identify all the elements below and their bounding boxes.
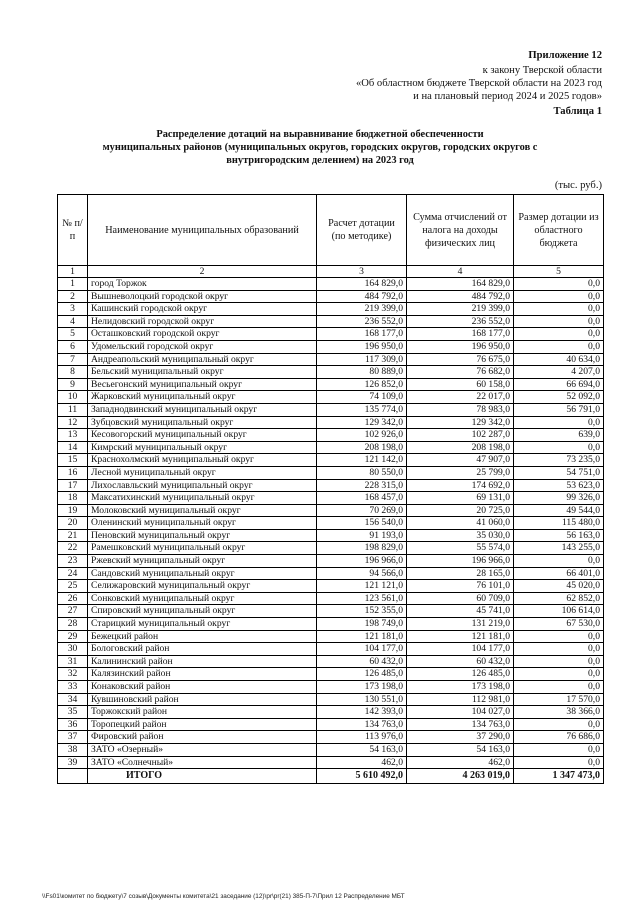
subsidy-value: 40 634,0 (514, 353, 604, 366)
row-number: 22 (58, 542, 88, 555)
table-row (58, 668, 604, 681)
subsidy-value: 4 207,0 (514, 366, 604, 379)
municipality-name: Жарковский муниципальный округ (88, 391, 317, 404)
total-label: ИТОГО (88, 769, 317, 784)
calc-value: 102 926,0 (317, 429, 407, 442)
title-line-1: Распределение дотаций на выравнивание бюджетной обеспеченности (156, 129, 484, 140)
law-period: и на плановый период 2024 и 2025 годов» (413, 91, 602, 102)
subsidy-value: 0,0 (514, 630, 604, 643)
row-number: 4 (58, 315, 88, 328)
table-row (58, 655, 604, 668)
row-number: 26 (58, 592, 88, 605)
table-row (58, 605, 604, 618)
calc-value: 152 355,0 (317, 605, 407, 618)
col-header-tax: Сумма отчислений от налога на доходы физических лиц (407, 195, 514, 266)
row-number: 30 (58, 643, 88, 656)
municipality-name: Старицкий муниципальный округ (88, 618, 317, 631)
municipality-name: Вышневолоцкий городской округ (88, 290, 317, 303)
calc-value: 123 561,0 (317, 592, 407, 605)
row-number: 3 (58, 303, 88, 316)
table-row (58, 479, 604, 492)
tax-value: 134 763,0 (407, 718, 514, 731)
table-row (58, 290, 604, 303)
subsidy-value: 0,0 (514, 643, 604, 656)
row-number: 16 (58, 466, 88, 479)
municipality-name: Кашинский городской округ (88, 303, 317, 316)
tax-value: 54 163,0 (407, 743, 514, 756)
table-row (58, 681, 604, 694)
table-row (58, 441, 604, 454)
municipality-name: Калязинский район (88, 668, 317, 681)
appendix-number: Приложение 12 (528, 50, 602, 61)
municipality-name: ЗАТО «Солнечный» (88, 756, 317, 769)
municipality-name: Оленинский муниципальный округ (88, 517, 317, 530)
subsidy-value: 62 852,0 (514, 592, 604, 605)
calc-value: 208 198,0 (317, 441, 407, 454)
table-row (58, 542, 604, 555)
municipality-name: Селижаровский муниципальный округ (88, 580, 317, 593)
total-calc: 5 610 492,0 (317, 769, 407, 784)
row-number: 28 (58, 618, 88, 631)
table-row (58, 706, 604, 719)
table-row (58, 366, 604, 379)
calc-value: 196 966,0 (317, 555, 407, 568)
total-tax: 4 263 019,0 (407, 769, 514, 784)
calc-value: 228 315,0 (317, 479, 407, 492)
col-header-num: № п/п (58, 195, 88, 266)
calc-value: 117 309,0 (317, 353, 407, 366)
subsidy-value: 56 791,0 (514, 403, 604, 416)
tax-value: 60 158,0 (407, 378, 514, 391)
table-row (58, 378, 604, 391)
row-number: 35 (58, 706, 88, 719)
table-body (58, 278, 604, 769)
subsidy-value: 0,0 (514, 328, 604, 341)
subsidy-value: 54 751,0 (514, 466, 604, 479)
row-number: 10 (58, 391, 88, 404)
column-number: 2 (88, 266, 317, 278)
municipality-name: Осташковский городской округ (88, 328, 317, 341)
table-row (58, 756, 604, 769)
tax-value: 45 741,0 (407, 605, 514, 618)
subsidy-value: 73 235,0 (514, 454, 604, 467)
appendix-header (356, 49, 602, 118)
table-row (58, 592, 604, 605)
calc-value: 168 457,0 (317, 492, 407, 505)
tax-value: 462,0 (407, 756, 514, 769)
subsidy-value: 38 366,0 (514, 706, 604, 719)
tax-value: 196 950,0 (407, 340, 514, 353)
subsidy-value: 17 570,0 (514, 693, 604, 706)
row-number: 23 (58, 555, 88, 568)
calc-value: 80 550,0 (317, 466, 407, 479)
row-number: 38 (58, 743, 88, 756)
municipality-name: Бежецкий район (88, 630, 317, 643)
row-number: 1 (58, 278, 88, 291)
subsidy-value: 115 480,0 (514, 517, 604, 530)
table-header-row (58, 195, 604, 266)
row-number: 18 (58, 492, 88, 505)
calc-value: 168 177,0 (317, 328, 407, 341)
municipality-name: Кимрский муниципальный округ (88, 441, 317, 454)
tax-value: 196 966,0 (407, 555, 514, 568)
calc-value: 126 485,0 (317, 668, 407, 681)
calc-value: 94 566,0 (317, 567, 407, 580)
table-row (58, 718, 604, 731)
table-row (58, 743, 604, 756)
subsidy-value: 0,0 (514, 655, 604, 668)
row-number: 5 (58, 328, 88, 341)
subsidy-value: 66 694,0 (514, 378, 604, 391)
municipality-name: Максатихинский муниципальный округ (88, 492, 317, 505)
calc-value: 196 950,0 (317, 340, 407, 353)
calc-value: 104 177,0 (317, 643, 407, 656)
tax-value: 174 692,0 (407, 479, 514, 492)
title-line-2: муниципальных районов (муниципальных округов, городских округов, городских округов с (102, 142, 538, 153)
subsidy-value: 0,0 (514, 278, 604, 291)
municipality-name: Конаковский район (88, 681, 317, 694)
tax-value: 60 709,0 (407, 592, 514, 605)
subsidy-value: 0,0 (514, 756, 604, 769)
table-row (58, 416, 604, 429)
tax-value: 20 725,0 (407, 504, 514, 517)
tax-value: 55 574,0 (407, 542, 514, 555)
table-row (58, 492, 604, 505)
municipality-name: Андреапольский муниципальный округ (88, 353, 317, 366)
calc-value: 121 181,0 (317, 630, 407, 643)
tax-value: 104 027,0 (407, 706, 514, 719)
row-number: 29 (58, 630, 88, 643)
calc-value: 156 540,0 (317, 517, 407, 530)
document-title (60, 128, 580, 167)
subsidy-value: 0,0 (514, 681, 604, 694)
table-row (58, 643, 604, 656)
subsidy-value: 56 163,0 (514, 529, 604, 542)
subsidy-value: 0,0 (514, 340, 604, 353)
subsidy-value: 106 614,0 (514, 605, 604, 618)
tax-value: 41 060,0 (407, 517, 514, 530)
calc-value: 113 976,0 (317, 731, 407, 744)
subsidy-value: 0,0 (514, 303, 604, 316)
column-number: 1 (58, 266, 88, 278)
municipality-name: Кесовогорский муниципальный округ (88, 429, 317, 442)
municipality-name: Зубцовский муниципальный округ (88, 416, 317, 429)
municipality-name: город Торжок (88, 278, 317, 291)
row-number: 39 (58, 756, 88, 769)
tax-value: 78 983,0 (407, 403, 514, 416)
table-row (58, 303, 604, 316)
calc-value: 121 121,0 (317, 580, 407, 593)
total-row (58, 769, 604, 784)
calc-value: 80 889,0 (317, 366, 407, 379)
calc-value: 173 198,0 (317, 681, 407, 694)
col-header-calc: Расчет дотации (по методике) (317, 195, 407, 266)
municipality-name: ЗАТО «Озерный» (88, 743, 317, 756)
municipality-name: Рамешковский муниципальный округ (88, 542, 317, 555)
row-number: 32 (58, 668, 88, 681)
subsidy-value: 0,0 (514, 441, 604, 454)
row-number: 8 (58, 366, 88, 379)
table-row (58, 630, 604, 643)
calc-value: 198 829,0 (317, 542, 407, 555)
tax-value: 173 198,0 (407, 681, 514, 694)
subsidy-value: 0,0 (514, 668, 604, 681)
total-size: 1 347 473,0 (514, 769, 604, 784)
calc-value: 60 432,0 (317, 655, 407, 668)
calc-value: 135 774,0 (317, 403, 407, 416)
calc-value: 121 142,0 (317, 454, 407, 467)
row-number: 31 (58, 655, 88, 668)
tax-value: 76 675,0 (407, 353, 514, 366)
tax-value: 35 030,0 (407, 529, 514, 542)
table-row (58, 278, 604, 291)
subsidy-value: 53 623,0 (514, 479, 604, 492)
calc-value: 91 193,0 (317, 529, 407, 542)
tax-value: 76 101,0 (407, 580, 514, 593)
column-number: 4 (407, 266, 514, 278)
municipality-name: Спировский муниципальный округ (88, 605, 317, 618)
row-number: 27 (58, 605, 88, 618)
subsidy-value: 0,0 (514, 555, 604, 568)
table-row (58, 555, 604, 568)
municipality-name: Лесной муниципальный округ (88, 466, 317, 479)
municipality-name: Нелидовский городской округ (88, 315, 317, 328)
calc-value: 130 551,0 (317, 693, 407, 706)
unit-label: (тыс. руб.) (554, 180, 602, 191)
tax-value: 104 177,0 (407, 643, 514, 656)
municipality-name: Ржевский муниципальный округ (88, 555, 317, 568)
subsidy-value: 49 544,0 (514, 504, 604, 517)
row-number: 36 (58, 718, 88, 731)
subsidy-value: 66 401,0 (514, 567, 604, 580)
row-number: 15 (58, 454, 88, 467)
calc-value: 462,0 (317, 756, 407, 769)
calc-value: 142 393,0 (317, 706, 407, 719)
calc-value: 126 852,0 (317, 378, 407, 391)
subsidy-value: 0,0 (514, 718, 604, 731)
row-number: 33 (58, 681, 88, 694)
row-number: 11 (58, 403, 88, 416)
row-number: 14 (58, 441, 88, 454)
row-number: 19 (58, 504, 88, 517)
row-number: 7 (58, 353, 88, 366)
tax-value: 47 907,0 (407, 454, 514, 467)
subsidy-value: 76 686,0 (514, 731, 604, 744)
tax-value: 25 799,0 (407, 466, 514, 479)
municipality-name: Торжокский район (88, 706, 317, 719)
row-number: 25 (58, 580, 88, 593)
municipality-name: Лихославльский муниципальный округ (88, 479, 317, 492)
municipality-name: Фировский район (88, 731, 317, 744)
tax-value: 102 287,0 (407, 429, 514, 442)
subsidy-value: 0,0 (514, 416, 604, 429)
municipality-name: Кувшиновский район (88, 693, 317, 706)
municipality-name: Бологовский район (88, 643, 317, 656)
tax-value: 121 181,0 (407, 630, 514, 643)
table-row (58, 529, 604, 542)
subsidy-value: 639,0 (514, 429, 604, 442)
tax-value: 69 131,0 (407, 492, 514, 505)
table-row (58, 517, 604, 530)
subsidy-value: 143 255,0 (514, 542, 604, 555)
calc-value: 484 792,0 (317, 290, 407, 303)
tax-value: 168 177,0 (407, 328, 514, 341)
tax-value: 60 432,0 (407, 655, 514, 668)
tax-value: 28 165,0 (407, 567, 514, 580)
row-number: 17 (58, 479, 88, 492)
tax-value: 131 219,0 (407, 618, 514, 631)
tax-value: 208 198,0 (407, 441, 514, 454)
subsidy-value: 0,0 (514, 315, 604, 328)
column-number: 3 (317, 266, 407, 278)
calc-value: 129 342,0 (317, 416, 407, 429)
column-numbers-row (58, 266, 604, 278)
municipality-name: Бельский муниципальный округ (88, 366, 317, 379)
col-header-name: Наименование муниципальных образований (88, 195, 317, 266)
row-number: 37 (58, 731, 88, 744)
calc-value: 134 763,0 (317, 718, 407, 731)
table-row (58, 504, 604, 517)
subsidy-value: 99 326,0 (514, 492, 604, 505)
file-path-footer: \\Fs01\комитет по бюджету\7 созыв\Документы комитета\21 заседание (12)\pr\pr(21) 385-П-7\Прил 12 Распределение МБТ (42, 893, 405, 900)
table-row (58, 403, 604, 416)
tax-value: 219 399,0 (407, 303, 514, 316)
municipality-name: Сандовский муниципальный округ (88, 567, 317, 580)
column-number: 5 (514, 266, 604, 278)
row-number: 12 (58, 416, 88, 429)
subsidy-value: 0,0 (514, 743, 604, 756)
table-row (58, 353, 604, 366)
row-number: 21 (58, 529, 88, 542)
tax-value: 164 829,0 (407, 278, 514, 291)
tax-value: 22 017,0 (407, 391, 514, 404)
table-row (58, 391, 604, 404)
col-header-size: Размер дотации из областного бюджета (514, 195, 604, 266)
row-number: 34 (58, 693, 88, 706)
table-row (58, 429, 604, 442)
municipality-name: Пеновский муниципальный округ (88, 529, 317, 542)
table-row (58, 693, 604, 706)
municipality-name: Молоковский муниципальный округ (88, 504, 317, 517)
title-line-3: внутригородским делением) на 2023 год (226, 155, 414, 166)
calc-value: 219 399,0 (317, 303, 407, 316)
tax-value: 484 792,0 (407, 290, 514, 303)
municipality-name: Весьегонский муниципальный округ (88, 378, 317, 391)
calc-value: 74 109,0 (317, 391, 407, 404)
row-number: 9 (58, 378, 88, 391)
municipality-name: Калининский район (88, 655, 317, 668)
subsidy-value: 67 530,0 (514, 618, 604, 631)
table-row (58, 454, 604, 467)
row-number: 6 (58, 340, 88, 353)
table-row (58, 731, 604, 744)
law-title: «Об областном бюджете Тверской области на 2023 год (355, 78, 602, 89)
municipality-name: Сонковский муниципальный округ (88, 592, 317, 605)
tax-value: 112 981,0 (407, 693, 514, 706)
table-row (58, 466, 604, 479)
calc-value: 54 163,0 (317, 743, 407, 756)
table-row (58, 328, 604, 341)
tax-value: 126 485,0 (407, 668, 514, 681)
municipality-name: Удомельский городской округ (88, 340, 317, 353)
subsidy-value: 45 020,0 (514, 580, 604, 593)
municipality-name: Краснохолмский муниципальный округ (88, 454, 317, 467)
table-row (58, 567, 604, 580)
municipality-name: Торопецкий район (88, 718, 317, 731)
row-number: 20 (58, 517, 88, 530)
tax-value: 236 552,0 (407, 315, 514, 328)
row-number: 13 (58, 429, 88, 442)
calc-value: 236 552,0 (317, 315, 407, 328)
subsidy-value: 52 092,0 (514, 391, 604, 404)
calc-value: 70 269,0 (317, 504, 407, 517)
table-row (58, 618, 604, 631)
table-row (58, 340, 604, 353)
row-number: 2 (58, 290, 88, 303)
row-number: 24 (58, 567, 88, 580)
calc-value: 198 749,0 (317, 618, 407, 631)
tax-value: 76 682,0 (407, 366, 514, 379)
total-num-cell (58, 769, 88, 784)
table-row (58, 315, 604, 328)
tax-value: 129 342,0 (407, 416, 514, 429)
table-row (58, 580, 604, 593)
tax-value: 37 290,0 (407, 731, 514, 744)
table-number: Таблица 1 (553, 106, 602, 117)
law-reference: к закону Тверской области (482, 65, 602, 76)
subsidy-table (57, 194, 604, 784)
subsidy-value: 0,0 (514, 290, 604, 303)
calc-value: 164 829,0 (317, 278, 407, 291)
municipality-name: Западнодвинский муниципальный округ (88, 403, 317, 416)
